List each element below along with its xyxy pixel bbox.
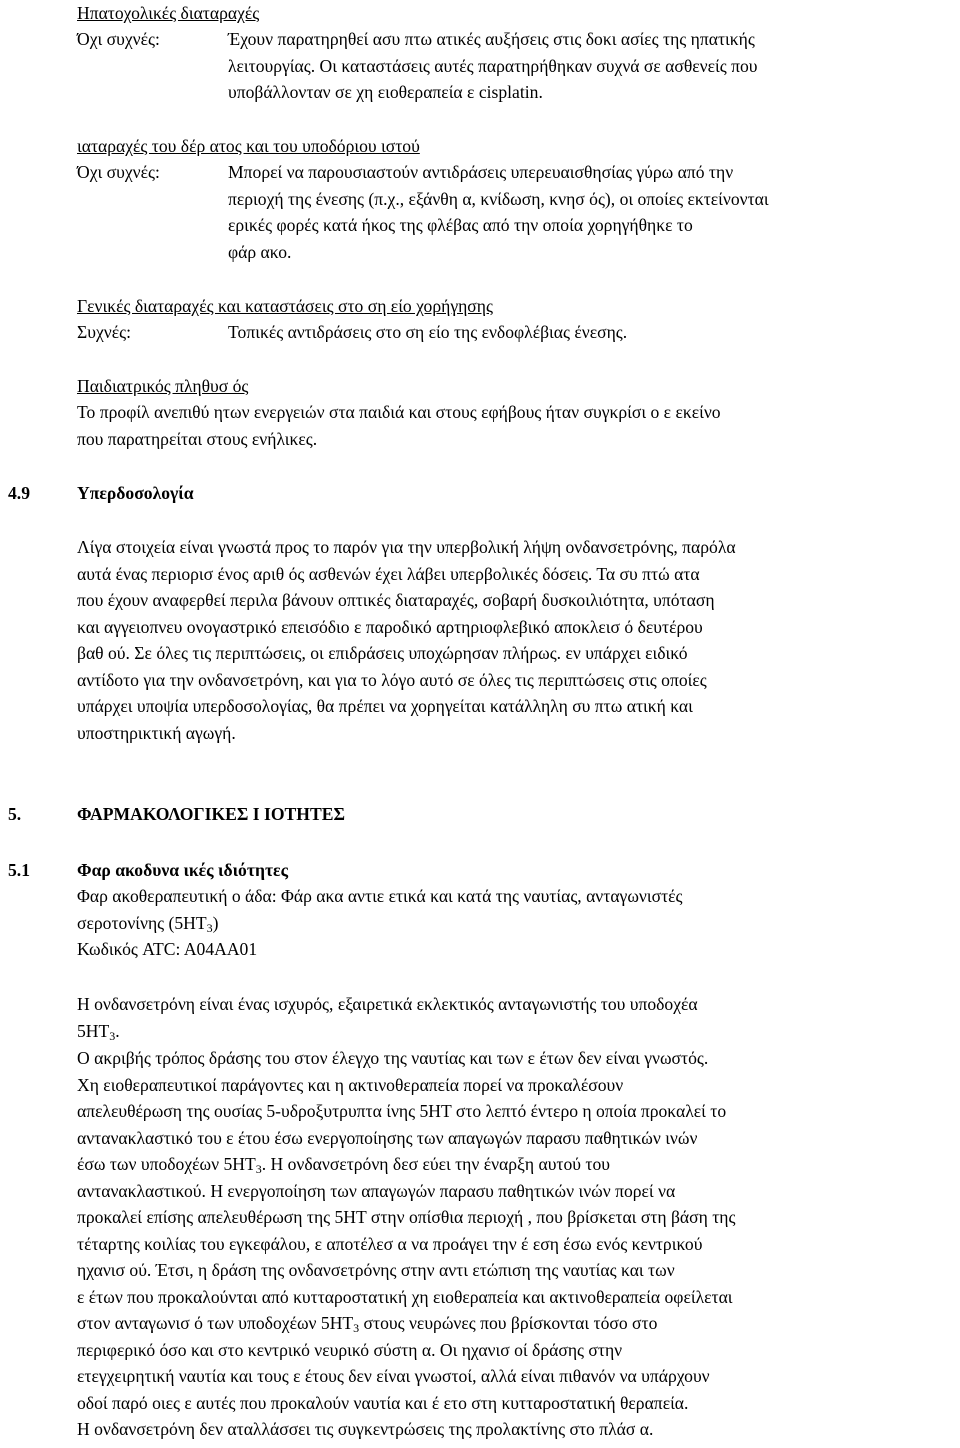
section-51-number: 5.1: [8, 860, 30, 880]
mechanism-line-2: [77, 1018, 120, 1045]
mechanism-line-2-suffix: .: [115, 1021, 120, 1041]
general-line: Τοπικές αντιδράσεις στο ση είο της ενδοφλέβιας ένεσης.: [228, 322, 628, 342]
paediatric-section-title: Παιδιατρικός πληθυσ ός: [77, 376, 249, 396]
mechanism-line: Η ονδανσετρόνη δεν αταλλάσσει τις συγκεντρώσεις της προλακτίνης στο πλάσ α.: [77, 1419, 654, 1439]
group-line-2-subscript: 3: [206, 921, 213, 935]
hepatic-line-3: υποβάλλονταν σε χη ειοθεραπεία ε cisplatin.: [228, 82, 543, 102]
hepatic-frequency-label: Όχι συχνές:: [77, 29, 160, 49]
skin-frequency-label: Όχι συχνές:: [77, 162, 160, 182]
skin-section-title: ιαταραχές του δέρ ατος και του υποδόριου ιστού: [77, 136, 420, 156]
overdose-line: βαθ ού. Σε όλες τις περιπτώσεις, οι επιδράσεις υποχώρησαν πλήρως. εν υπάρχει ειδικό: [77, 643, 688, 663]
section-5-title: ΦΑΡΜΑΚΟΛΟΓΙΚΕΣ Ι ΙΟΤΗΤΕΣ: [77, 804, 345, 824]
mechanism-line-d-suffix: στους νευρώνες που βρίσκονται τόσο στο: [359, 1313, 658, 1333]
overdose-paragraph: [77, 534, 957, 746]
overdose-line: υπάρχει υποψία υπερδοσολογίας, θα πρέπει να χορηγείται κατάλληλη συ πτω ατική και: [77, 696, 693, 716]
paediatric-line-2: που παρατηρείται στους ενήλικες.: [77, 429, 318, 449]
atc-code: Κωδικός ATC: A04AA01: [77, 939, 258, 959]
mechanism-line-d-subscript: 3: [353, 1321, 360, 1335]
mechanism-line: περιφερικό όσο και στο κεντρικό νευρικό σύστη α. Οι ηχανισ οί δράσης στην: [77, 1339, 623, 1360]
section-5-number: 5.: [8, 804, 22, 824]
skin-line-4: φάρ ακο.: [228, 242, 292, 262]
mechanism-line: τέταρτης κοιλίας του εγκεφάλου, ε αποτέλεσ α να προάγει την έ εση έσω ενός κεντρικού: [77, 1233, 703, 1254]
mechanism-line: ε έτων που προκαλούνται από κυτταροστατική χη ειοθεραπεία και ακτινοθεραπεία οφείλεται: [77, 1286, 733, 1307]
general-frequency-label: Συχνές:: [77, 322, 131, 342]
overdose-line: υποστηρικτική αγωγή.: [77, 722, 236, 743]
overdose-section-number: 4.9: [8, 483, 30, 503]
mechanism-line-d-text: στον ανταγωνισ ό των υποδοχέων 5ΗΤ: [77, 1313, 354, 1333]
pharmacotherapeutic-group-line-2: [77, 910, 219, 937]
paediatric-line-1: Το προφίλ ανεπιθύ ητων ενεργειών στα παιδιά και στους εφήβους ήταν συγκρίσι ο ε εκείνο: [77, 402, 721, 422]
mechanism-line-b-suffix: . Η ονδανσετρόνη δεσ εύει την έναρξη αυτού του: [261, 1154, 610, 1174]
hepatic-line-1: Έχουν παρατηρηθεί ασυ πτω ατικές αυξήσεις στις δοκι ασίες της ηπατικής: [228, 29, 755, 49]
mechanism-line: Ο ακριβής τρόπος δράσης του στον έλεγχο της ναυτίας και των ε έτων δεν είναι γνωστός.: [77, 1048, 709, 1068]
mechanism-line: [77, 1151, 957, 1178]
group-line-2-suffix: ): [212, 913, 219, 933]
group-line-2-text: σεροτονίνης (5ΗΤ: [77, 913, 207, 933]
mechanism-line: [77, 1310, 957, 1337]
mechanism-line: αντανακλαστικού. Η ενεργοποίηση των απαγωγών παρασυ παθητικών ινών πορεί να: [77, 1180, 676, 1201]
pharmacotherapeutic-group-line-1: Φαρ ακοθεραπευτική ο άδα: Φάρ ακα αντιε ετικά και κατά της ναυτίας, ανταγωνιστές: [77, 886, 683, 906]
section-51-title: Φαρ ακοδυνα ικές ιδιότητες: [77, 860, 288, 880]
mechanism-line-2-subscript: 3: [109, 1029, 116, 1043]
skin-line-3: ερικές φορές κατά ήκος της φλέβας από την οποία χορηγήθηκε το: [228, 215, 693, 235]
mechanism-line-b-text: έσω των υποδοχέων 5ΗΤ: [77, 1154, 256, 1174]
hepatic-section-title: Ηπατοχολικές διαταραχές: [77, 3, 260, 23]
mechanism-line: ηχανισ ού. Έτσι, η δράση της ονδανσετρόνης στην αντι ετώπιση της ναυτίας και των: [77, 1260, 675, 1280]
mechanism-line-2-text: 5ΗΤ: [77, 1021, 110, 1041]
overdose-line: που έχουν αναφερθεί περιλα βάνουν οπτικές διαταραχές, σοβαρή δυσκοιλιότητα, υπόταση: [77, 590, 715, 610]
mechanism-line-b-subscript: 3: [255, 1162, 262, 1176]
overdose-line: αυτά ένας περιορισ ένος αριθ ός ασθενών έχει λάβει υπερβολικές δόσεις. Τα συ πτώ ατα: [77, 563, 700, 584]
mechanism-line-1: Η ονδανσετρόνη είναι ένας ισχυρός, εξαιρετικά εκλεκτικός ανταγωνιστής του υποδοχέα: [77, 994, 698, 1014]
general-section-title: Γενικές διαταραχές και καταστάσεις στο ση είο χορήγησης: [77, 296, 493, 316]
mechanism-line: προκαλεί επίσης απελευθέρωση της 5ΗΤ στην οπίσθια περιοχή , που βρίσκεται στη βάση της: [77, 1207, 736, 1227]
mechanism-line: αντανακλαστικό του ε έτου έσω ενεργοποίησης των απαγωγών παρασυ παθητικών ινών: [77, 1127, 698, 1148]
overdose-line: Λίγα στοιχεία είναι γνωστά προς το παρόν για την υπερβολική λήψη ονδανσετρόνης, παρόλα: [77, 537, 736, 557]
overdose-line: αντίδοτο για την ονδανσετρόνη, και για το λόγο αυτό σε όλες τις περιπτώσεις στις οποίες: [77, 669, 707, 690]
mechanism-paragraph: [77, 1045, 957, 1443]
mechanism-line: οδοί παρό οιες ε αυτές που προκαλούν ναυτία και έ ετο στη κυτταροστατική θεραπεία.: [77, 1392, 689, 1413]
skin-line-1: Μπορεί να παρουσιαστούν αντιδράσεις υπερευαισθησίας γύρω από την: [228, 162, 734, 182]
mechanism-line: Χη ειοθεραπευτικοί παράγοντες και η ακτινοθεραπεία πορεί να προκαλέσουν: [77, 1074, 624, 1095]
skin-line-2: περιοχή της ένεσης (π.χ., εξάνθη α, κνίδωση, κνησ ός), οι οποίες εκτείνονται: [228, 189, 769, 209]
overdose-line: και αγγειοπνευ ονογαστρικό επεισόδιο ε παροδικό αρτηριοφλεβικό αποκλεισ ό δευτέρου: [77, 616, 703, 637]
mechanism-line: απελευθέρωση της ουσίας 5-υδροξυτρυπτα ίνης 5ΗΤ στο λεπτό έντερο η οποία προκαλεί το: [77, 1101, 727, 1121]
hepatic-line-2: λειτουργίας. Οι καταστάσεις αυτές παρατηρήθηκαν συχνά σε ασθενείς που: [228, 56, 758, 76]
mechanism-line: ετεγχειρητική ναυτία και τους ε έτους δεν είναι γνωστοί, αλλά είναι πιθανόν να υπάρχουν: [77, 1366, 710, 1386]
overdose-section-title: Υπερδοσολογία: [77, 483, 194, 503]
